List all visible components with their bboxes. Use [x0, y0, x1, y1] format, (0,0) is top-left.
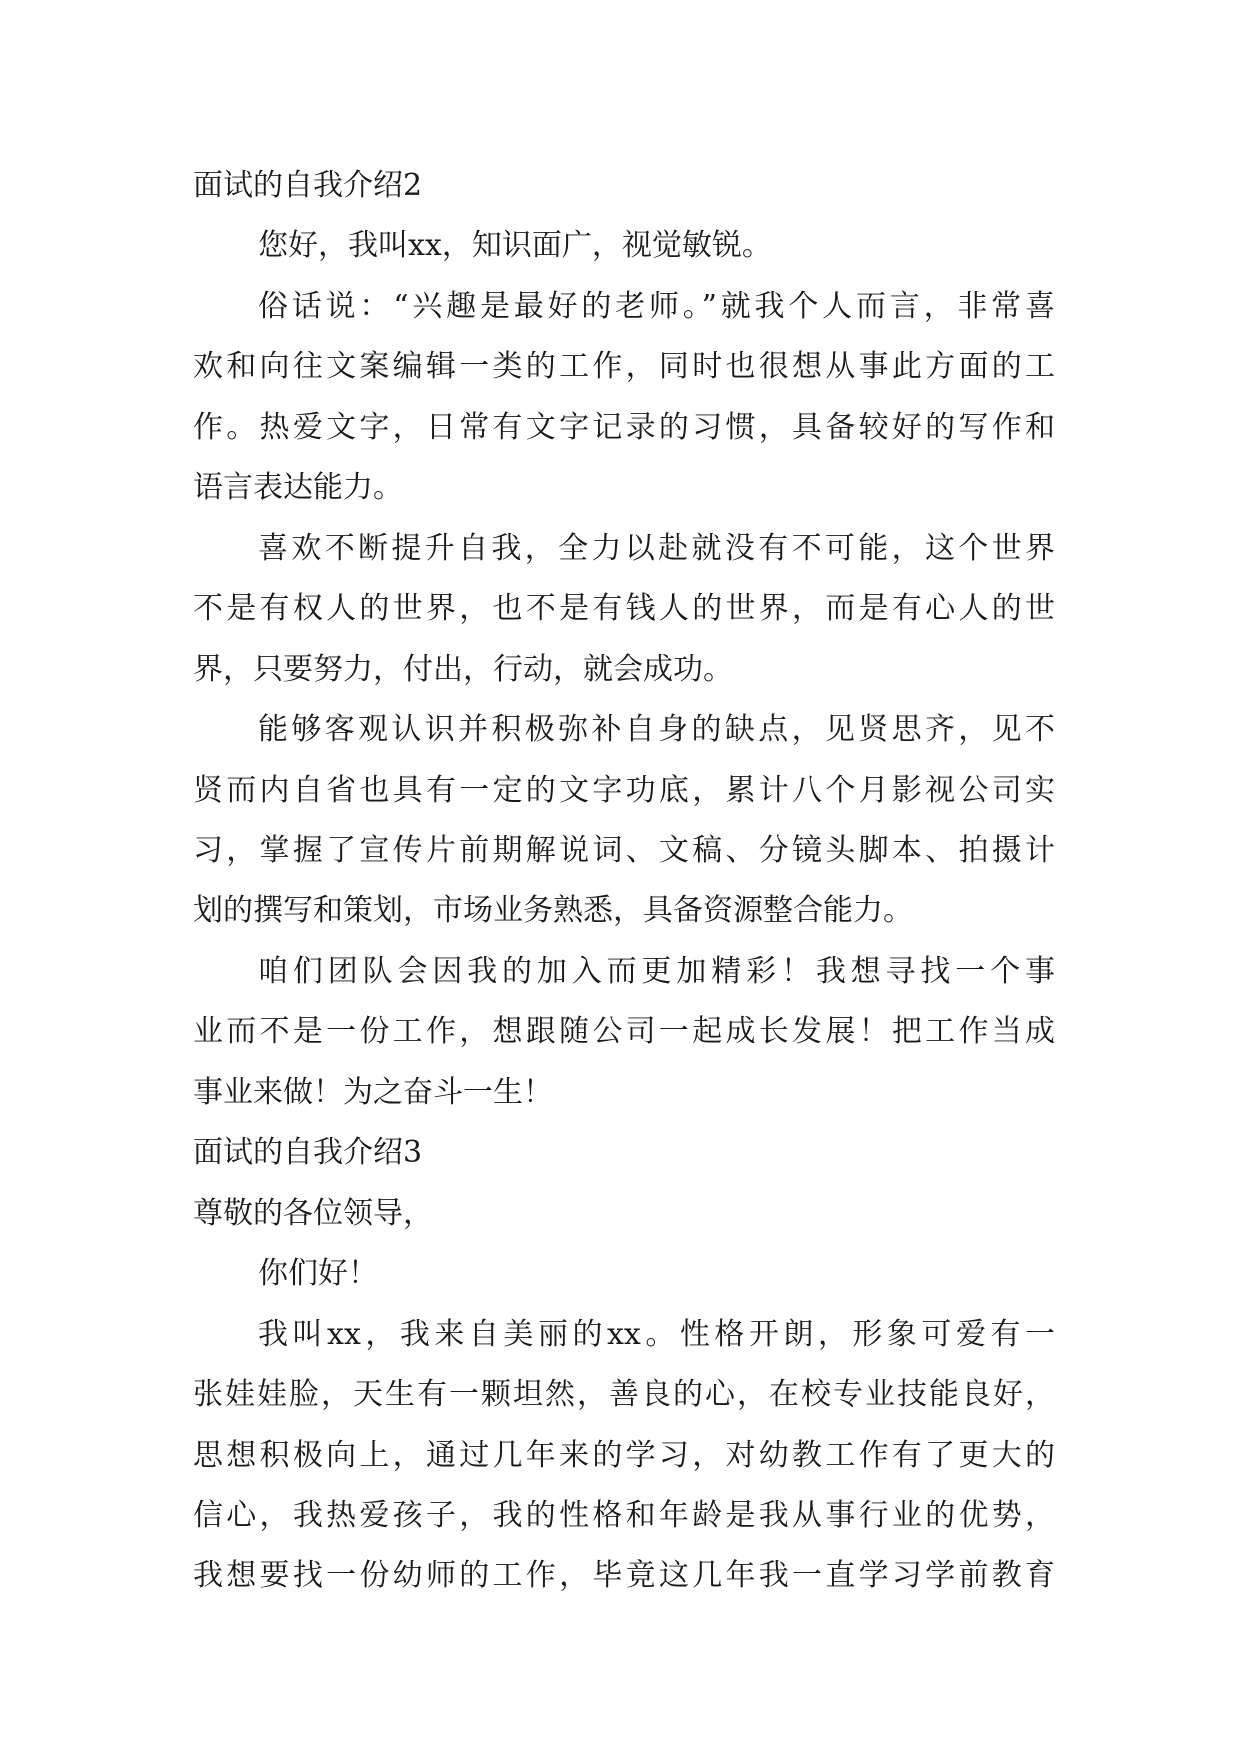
paragraph-line: 贤而内自省也具有一定的文字功底，累计八个月影视公司实	[193, 773, 1055, 808]
paragraph-line: 界，只要努力，付出，行动，就会成功。	[193, 652, 733, 687]
section-heading: 面试的自我介绍3	[193, 1135, 423, 1170]
section-heading: 面试的自我介绍2	[193, 168, 423, 203]
paragraph-line: 不是有权人的世界，也不是有钱人的世界，而是有心人的世	[193, 591, 1055, 626]
paragraph-line: 能够客观认识并积极弥补自身的缺点，见贤思齐，见不	[258, 712, 1055, 747]
paragraph-line: 事业来做！为之奋斗一生！	[193, 1075, 553, 1110]
paragraph-line: 语言表达能力。	[193, 470, 403, 505]
salutation-line: 尊敬的各位领导，	[193, 1196, 433, 1231]
paragraph-line: 作。热爱文字，日常有文字记录的习惯，具备较好的写作和	[193, 410, 1055, 445]
paragraph-line: 咱们团队会因我的加入而更加精彩！我想寻找一个事	[258, 954, 1055, 989]
greeting-line: 你们好！	[258, 1256, 378, 1291]
paragraph-line: 业而不是一份工作，想跟随公司一起成长发展！把工作当成	[193, 1014, 1055, 1049]
paragraph-line: 喜欢不断提升自我，全力以赴就没有不可能，这个世界	[258, 531, 1055, 566]
paragraph-line: 信心，我热爱孩子，我的性格和年龄是我从事行业的优势，	[193, 1498, 1055, 1533]
paragraph-line: 您好，我叫xx，知识面广，视觉敏锐。	[258, 228, 772, 263]
paragraph-line: 思想积极向上，通过几年来的学习，对幼教工作有了更大的	[193, 1438, 1055, 1473]
paragraph-line: 俗话说：“兴趣是最好的老师。”就我个人而言，非常喜	[258, 289, 1055, 324]
paragraph-line: 欢和向往文案编辑一类的工作，同时也很想从事此方面的工	[193, 349, 1055, 384]
paragraph-line: 张娃娃脸，天生有一颗坦然，善良的心，在校专业技能良好，	[193, 1377, 1055, 1412]
paragraph-line: 划的撰写和策划，市场业务熟悉，具备资源整合能力。	[193, 893, 913, 928]
paragraph-line: 我叫xx，我来自美丽的xx。性格开朗，形象可爱有一	[258, 1317, 1055, 1352]
paragraph-line: 我想要找一份幼师的工作，毕竟这几年我一直学习学前教育	[193, 1558, 1055, 1593]
paragraph-line: 习，掌握了宣传片前期解说词、文稿、分镜头脚本、拍摄计	[193, 833, 1055, 868]
